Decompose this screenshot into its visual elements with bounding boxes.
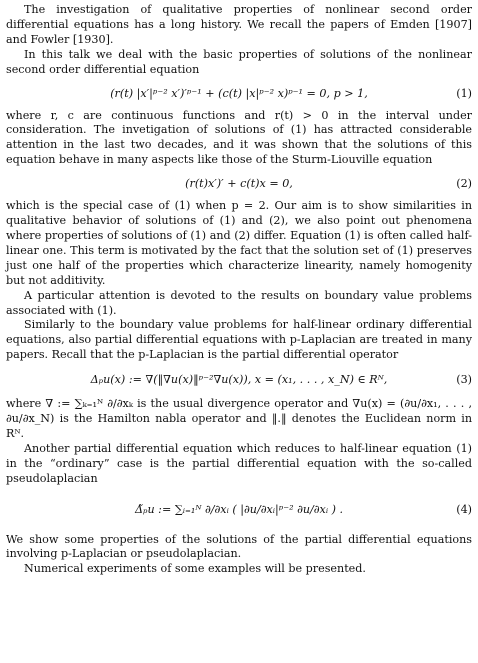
paragraph-pseudolaplacian-intro: Another partial differential equation which reduces to half-linear equation (1) in the “ordinary” case is the partial differential equation with the so-called pseudolaplacian: [6, 441, 472, 485]
equation-1: [6, 78, 472, 109]
equation-2-number: (2): [456, 177, 472, 191]
paragraph-properties: We show some properties of the solutions of the partial differential equations involving p-Laplacian or pseudolaplacian.: [6, 532, 472, 561]
equation-3-number: (3): [456, 373, 472, 387]
equation-3: [6, 363, 472, 397]
equation-4-body: Δ̃ₚu := ∑ᵢ₌₁ᴺ ∂/∂xᵢ ( |∂u/∂xᵢ|ᵖ⁻² ∂u/∂xᵢ ) .: [134, 502, 344, 516]
equation-4: [6, 487, 472, 533]
equation-1-number: (1): [456, 86, 472, 100]
equation-2-body: (r(t)x′)′ + c(t)x = 0,: [185, 177, 293, 191]
equation-4-number: (4): [456, 502, 472, 516]
paragraph-intro: The investigation of qualitative properties of nonlinear second order differential equations has a long history. We recall the papers of Emden [1907] and Fowler [1930].: [6, 3, 472, 46]
paragraph-boundary-problems: A particular attention is devoted to the results on boundary value problems associated with (1).: [6, 288, 472, 317]
equation-2: [6, 168, 472, 199]
paragraph-where-r-c: where r, c are continuous functions and r(t) > 0 in the interval under consideration. The invetigation of solutions of (1) has attracted considerable attention in the last two decades, and it was shown that the solutions of this equation behave in many aspects like those of the Sturm-Liouville equation: [6, 108, 472, 167]
equation-1-body: (r(t) |x′|ᵖ⁻² x′)′ᵖ⁻¹ + (c(t) |x|ᵖ⁻² x)ᵖ⁻¹ = 0, p > 1,: [110, 86, 368, 100]
paragraph-numerical-experiments: Numerical experiments of some examples will be presented.: [24, 562, 366, 576]
paragraph-nabla-definition: where ∇ := ∑ₖ₌₁ᴺ ∂/∂xₖ is the usual divergence operator and ∇u(x) = (∂u/∂x₁, . . . , ∂u/∂x_N) is the Hamilton nabla operator and ‖.‖ denotes the Euclidean norm in Rᴺ.: [6, 397, 472, 440]
paragraph-special-case: which is the special case of (1) when p = 2. Our aim is to show similarities in qualitative behavior of solutions of (1) and (2), we also point out phenomena where properties of solutions of (1) and (2) differ. Equation (1) is often called half-linear one. This term is motivated by the fact that the solution set of (1) preserves just one half of the properties which characterize linearity, namely homogenity but not additivity.: [6, 199, 472, 287]
paragraph-p-laplacian: Similarly to the boundary value problems for half-linear ordinary differential equations, also partial differential equations with p-Laplacian are treated in many papers. Recall that the p-Laplacian is the partial differential operator: [6, 318, 472, 362]
equation-3-body: Δₚu(x) := ∇(‖∇u(x)‖ᵖ⁻²∇u(x)), x = (x₁, . . . , x_N) ∈ Rᴺ,: [90, 373, 388, 387]
paragraph-talk-topic: In this talk we deal with the basic properties of solutions of the nonlinear second order differential equation: [6, 47, 472, 76]
